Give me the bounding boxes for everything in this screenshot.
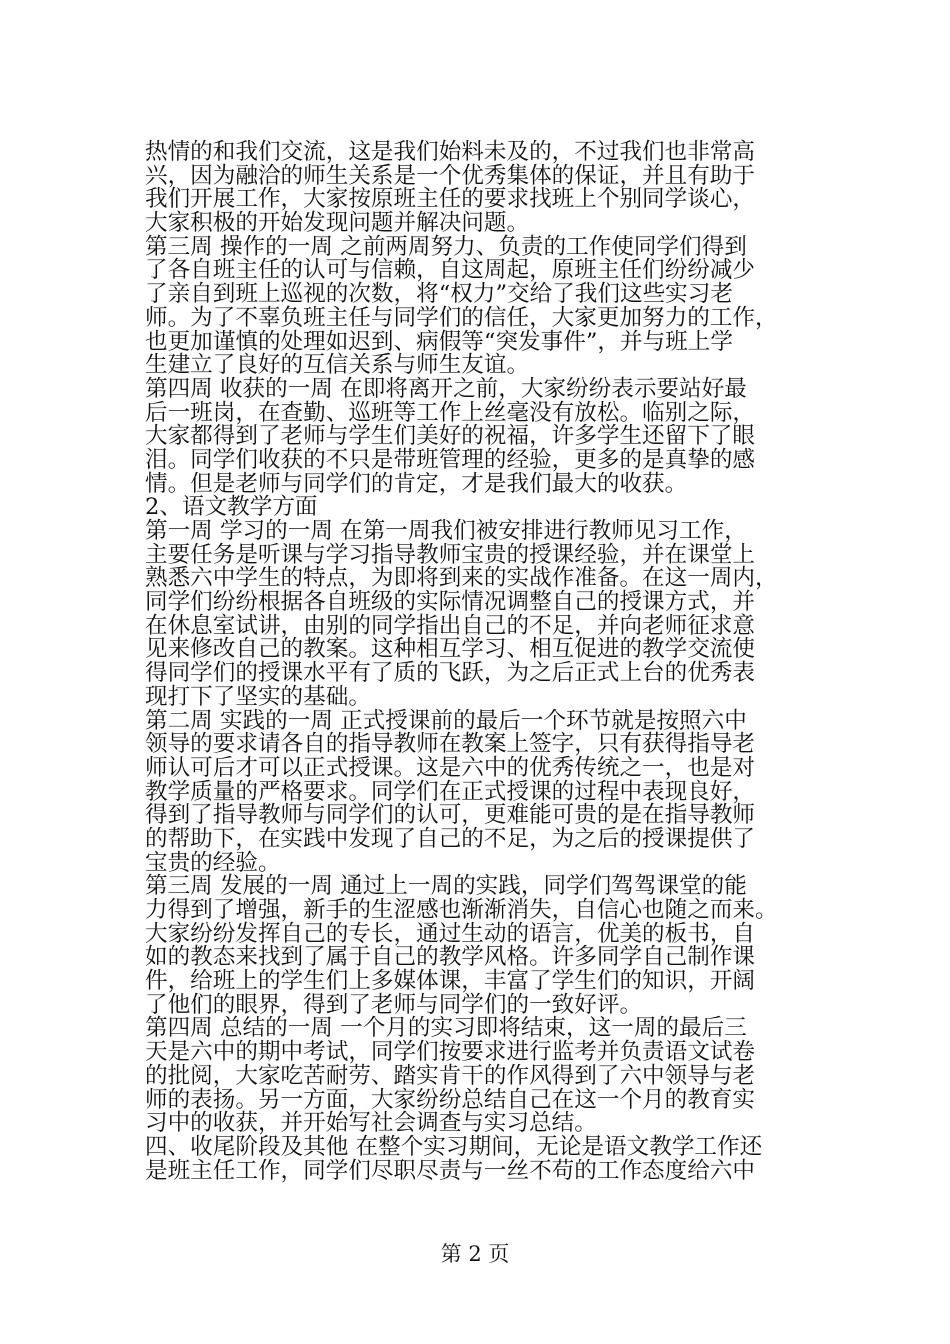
text-line: 我们开展工作，大家按原班主任的要求找班上个别同学谈心， — [145, 186, 756, 213]
text-line: 第三周 发展的一周 通过上一周的实践，同学们驾驾课堂的能 — [145, 873, 747, 900]
text-line: 得同学们的授课水平有了质的飞跃，为之后正式上台的优秀表 — [145, 660, 756, 687]
text-line: 的批阅，大家吃苦耐劳、踏实肯干的作风得到了六中领导与老 — [145, 1062, 756, 1089]
text-line: 得到了指导教师与同学们的认可，更难能可贵的是在指导教师 — [145, 802, 756, 829]
text-line: 第三周 操作的一周 之前两周努力、负责的工作使同学们得到 — [145, 233, 747, 260]
text-line: 第一周 学习的一周 在第一周我们被安排进行教师见习工作， — [145, 518, 747, 544]
text-line: 四、收尾阶段及其他 在整个实习期间，无论是语文教学工作还 — [145, 1133, 763, 1160]
text-line: 如的教态来找到了属于自己的教学风格。许多同学自己制作课 — [145, 944, 756, 971]
text-line: 件，给班上的学生们上多媒体课，丰富了学生们的知识，开阔 — [145, 968, 756, 995]
text-line: 天是六中的期中考试，同学们按要求进行监考并负责语文试卷 — [145, 1039, 756, 1066]
text-line: 了亲自到班上巡视的次数，将“权力”交给了我们这些实习老 — [145, 281, 733, 308]
text-line: 熟悉六中学生的特点，为即将到来的实战作准备。在这一周内， — [145, 565, 778, 592]
text-line: 大家都得到了老师与学生们美好的祝福，许多学生还留下了眼 — [145, 423, 756, 450]
text-line: 力得到了增强，新手的生涩感也渐渐消失，自信心也随之而来。 — [145, 897, 778, 923]
text-line: 领导的要求请各自的指导教师在教案上签字，只有获得指导老 — [145, 731, 756, 758]
text-line: 主要任务是听课与学习指导教师宝贵的授课经验，并在课堂上 — [145, 541, 756, 568]
text-line: 教学质量的严格要求。同学们在正式授课的过程中表现良好， — [145, 778, 756, 805]
body-text — [145, 141, 810, 1183]
text-line: 同学们纷纷根据各自班级的实际情况调整自己的授课方式，并 — [145, 589, 756, 616]
text-line: 大家积极的开始发现问题并解决问题。 — [145, 210, 530, 237]
text-line: 后一班岗，在查勤、巡班等工作上丝毫没有放松。临别之际， — [145, 399, 756, 426]
text-line: 了他们的眼界，得到了老师与同学们的一致好评。 — [145, 991, 643, 1018]
text-line: 见来修改自己的教案。这种相互学习、相互促进的教学交流使 — [145, 636, 756, 663]
text-line: 热情的和我们交流，这是我们始料未及的，不过我们也非常高 — [145, 139, 756, 165]
text-line: 师。为了不辜负班主任与同学们的信任，大家更加努力的工作， — [145, 304, 778, 331]
text-line: 大家纷纷发挥自己的专长，通过生动的语言，优美的板书，自 — [145, 920, 756, 947]
text-line: 兴，因为融洽的师生关系是一个优秀集体的保证，并且有助于 — [145, 162, 756, 189]
text-line: 第四周 总结的一周 一个月的实习即将结束，这一周的最后三 — [145, 1015, 747, 1042]
text-line: 师认可后才可以正式授课。这是六中的优秀传统之一，也是对 — [145, 754, 756, 781]
text-line: 现打下了坚实的基础。 — [145, 683, 371, 710]
text-line: 了各自班主任的认可与信赖，自这周起，原班主任们纷纷减少 — [145, 257, 756, 284]
text-line: 是班主任工作，同学们尽职尽责与一丝不苟的工作态度给六中 — [145, 1157, 756, 1184]
text-line: 的帮助下，在实践中发现了自己的不足，为之后的授课提供了 — [145, 825, 756, 852]
text-line: 第四周 收获的一周 在即将离开之前，大家纷纷表示要站好最 — [145, 375, 747, 402]
text-line: 宝贵的经验。 — [145, 849, 281, 876]
text-line: 师的表扬。另一方面，大家纷纷总结自己在这一个月的教育实 — [145, 1086, 756, 1113]
text-line: 情。但是老师与同学们的肯定，才是我们最大的收获。 — [145, 470, 688, 497]
text-line: 第二周 实践的一周 正式授课前的最后一个环节就是按照六中 — [145, 707, 747, 734]
text-line: 也更加谨慎的处理如迟到、病假等“突发事件”，并与班上学 — [145, 328, 733, 355]
text-line: 在休息室试讲，由别的同学指出自己的不足，并向老师征求意 — [145, 612, 756, 639]
text-line: 习中的收获，并开始写社会调查与实习总结。 — [145, 1110, 597, 1137]
text-line: 生建立了良好的互信关系与师生友谊。 — [145, 352, 530, 379]
text-line: 泪。同学们收获的不只是带班管理的经验，更多的是真挚的感 — [145, 446, 756, 473]
page-number: 第 2 页 — [440, 1242, 510, 1266]
text-line: 2、语文教学方面 — [145, 494, 318, 521]
